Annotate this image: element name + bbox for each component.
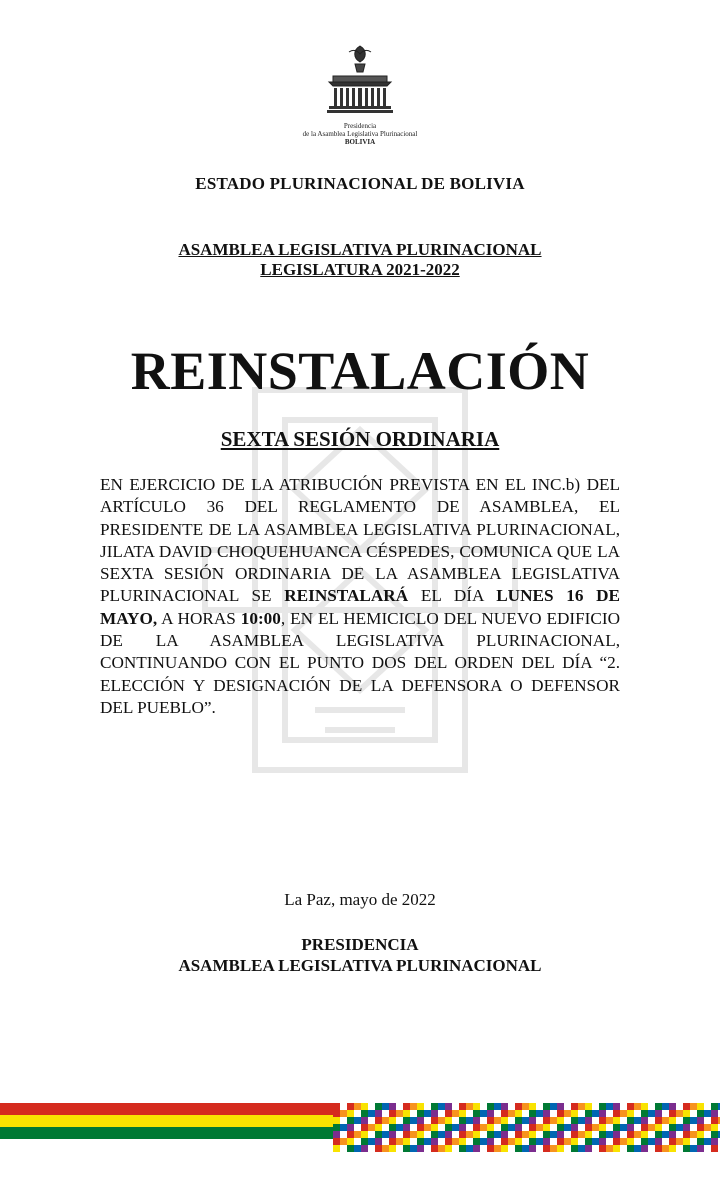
assembly-name: ASAMBLEA LEGISLATIVA PLURINACIONAL <box>178 240 542 259</box>
presidency-logo <box>300 42 420 150</box>
body-part-3: A HORAS <box>161 608 236 628</box>
document-title: REINSTALACIÓN <box>130 341 590 401</box>
flag-wiphala-band-icon <box>0 1103 720 1153</box>
logo-line-assembly: de la Asamblea Legislativa Plurinacional <box>302 130 418 138</box>
place-and-date: La Paz, mayo de 2022 <box>284 890 436 909</box>
session-subtitle: SEXTA SESIÓN ORDINARIA <box>220 427 500 451</box>
body-bold-time: 10:00 <box>240 608 281 628</box>
body-part-1: EN EJERCICIO DE LA ATRIBUCIÓN PREVISTA EN EL INC.b) DEL ARTÍCULO 36 DEL REGLAMENTO DE ASAMBLEA, EL PRESIDENTE DE LA ASAMBLEA LEGISLATIVA PLURINACIONAL, JILATA DAVID CHOQUEHUANCA CÉSPEDES, COMUNICA QUE LA SEXTA SESIÓN ORDINARIA DE LA ASAMBLEA LEGISLATIVA PLURINACIONAL SE <box>100 475 620 606</box>
signature-presidency: PRESIDENCIA <box>301 935 419 954</box>
body-bold-date: LUNES 16 DE MAYO, <box>100 586 621 628</box>
state-heading: ESTADO PLURINACIONAL DE BOLIVIA <box>195 174 525 193</box>
signature-assembly: ASAMBLEA LEGISLATIVA PLURINACIONAL <box>178 956 542 975</box>
body-bold-reinstate: REINSTALARÁ <box>284 586 409 606</box>
body-part-2: EL DÍA <box>420 586 484 606</box>
assembly-heading <box>0 240 720 280</box>
logo-line-presidency: Presidencia <box>343 122 377 130</box>
logo-line-country: BOLIVIA <box>344 138 376 146</box>
announcement-body <box>100 474 620 719</box>
legislative-building-icon <box>325 42 395 122</box>
signature-block <box>0 934 720 976</box>
legislature-period: LEGISLATURA 2021-2022 <box>260 260 460 279</box>
body-part-4: , EN EL HEMICICLO DEL NUEVO EDIFICIO DE LA ASAMBLEA LEGISLATIVA PLURINACIONAL, CONTINUANDO CON EL PUNTO DOS DEL ORDEN DEL DÍA “2. ELECCIÓN Y DESIGNACIÓN DE LA DEFENSORA O DEFENSOR DEL PUEBLO”. <box>100 608 621 717</box>
